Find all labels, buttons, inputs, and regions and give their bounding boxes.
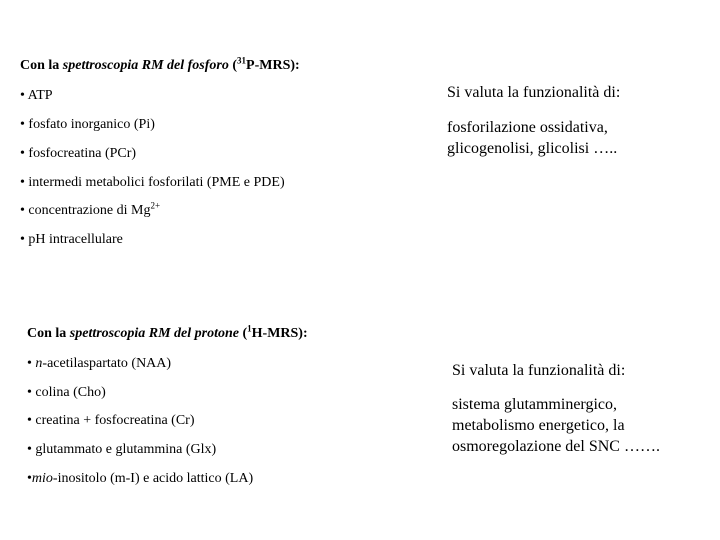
list-item-pi: • fosfato inorganico (Pi) [20, 117, 155, 132]
list-item-atp: • ATP [20, 88, 53, 103]
right-body-2: sistema glutamminergico, metabolismo energetico, la osmoregolazione del SNC ……. [452, 396, 660, 455]
heading-proton: Con la spettroscopia RM del protone ($^1$H-MRS): [27, 323, 308, 341]
list-item-pme-pde: • intermedi metabolici fosforilati (PME e PDE) [20, 175, 285, 190]
list-item-mi-la: •mio-inositolo (m-I) e acido lattico (LA) [27, 471, 254, 486]
list-item-mg: • concentrazione di $Mg^{2+}$ [20, 200, 161, 218]
list-item-ph: • pH intracellulare [20, 232, 123, 247]
list-item-pcr: • fosfocreatina (PCr) [20, 146, 137, 161]
right-body-1: fosforilazione ossidativa, glicogenolisi, glicolisi ….. [447, 119, 618, 157]
right-title-1: Si valuta la funzionalità di: [447, 84, 621, 101]
list-item-cr: • creatina + fosfocreatina (Cr) [27, 413, 195, 428]
list-item-glx: • glutammato e glutammina (Glx) [27, 442, 217, 457]
heading-phosphorus: Con la spettroscopia RM del fosforo ($^{31}$P-MRS): [20, 55, 300, 73]
list-item-cho: • colina (Cho) [27, 385, 106, 400]
list-item-naa: • n-acetilaspartato (NAA) [27, 356, 172, 371]
right-title-2: Si valuta la funzionalità di: [452, 362, 626, 379]
